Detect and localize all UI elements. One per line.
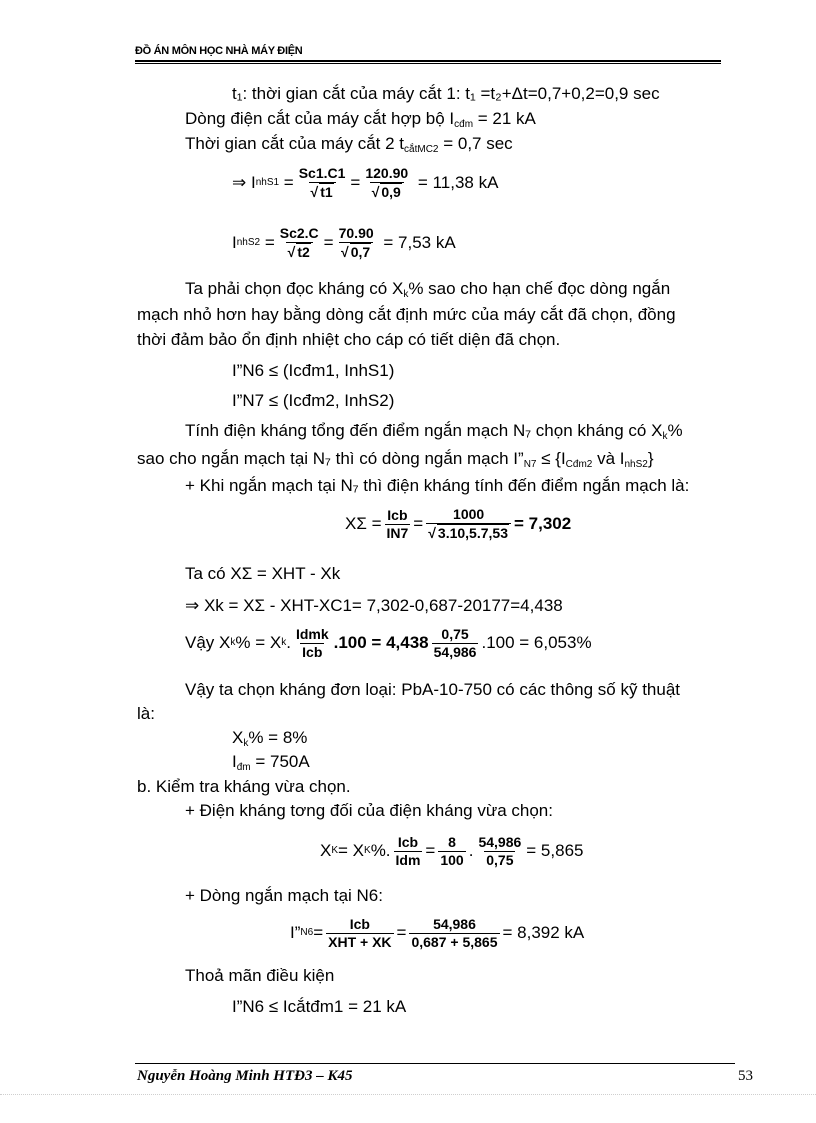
line-breaker-current bbox=[185, 109, 536, 129]
page-header: ĐỒ ÁN MÔN HỌC NHÀ MÁY ĐIỆN bbox=[135, 45, 303, 57]
page-bottom-divider bbox=[0, 1094, 816, 1095]
numerator: 0,75 bbox=[441, 625, 469, 642]
numerator: 54,986 bbox=[478, 833, 522, 850]
para-choose-reactor bbox=[185, 279, 670, 299]
numerator: 54,986 bbox=[433, 915, 476, 932]
line-xk: ⇒ Xk = XΣ - XHT-XC1= 7,302-0,687-20177=4,438 bbox=[185, 596, 563, 615]
denominator: 100 bbox=[440, 851, 464, 868]
denominator: 0,75 bbox=[486, 851, 514, 868]
equation-inhs2: I nhS2 = $\frac{Sc2.C}{√ t2}$ = $\frac{70.90}{√ 0,7}$ = 7,53 kA bbox=[232, 225, 456, 260]
spec-xk bbox=[232, 728, 307, 748]
equation-inhs1: ⇒ I nhS1 = $\frac{Sc1.C1}{√ t1}$ = $\frac{120.90}{√ 0,9}$ = 11,38 kA bbox=[232, 165, 499, 200]
denominator: √ 0,7 bbox=[339, 242, 373, 261]
numerator: 8 bbox=[448, 833, 456, 850]
fraction bbox=[326, 916, 393, 951]
denominator: √ 0,9 bbox=[370, 182, 404, 201]
text: Thời gian cắt của máy cắt 2 t bbox=[185, 134, 405, 153]
sub: k bbox=[403, 289, 409, 300]
radicand: t2 bbox=[297, 244, 310, 260]
numerator: Icb bbox=[397, 833, 419, 850]
sub: k bbox=[243, 738, 249, 749]
text: = 0,7 sec bbox=[438, 134, 513, 153]
equation-xk-percent: Vậy X k % = X k . $\frac{\text{Idmk}}{\text{Icb}}$ .100 = 4,438 $\frac{0,75}{54,986}$ .100 = 6,053% bbox=[185, 625, 592, 660]
header-rule-thin bbox=[135, 63, 721, 64]
middle: .100 = 4,438 bbox=[333, 633, 429, 652]
line-taco bbox=[185, 564, 340, 584]
result: .100 = 6,053% bbox=[481, 633, 592, 652]
lhs: ⇒ I bbox=[232, 173, 256, 192]
sub: cắtMC2 bbox=[404, 144, 439, 155]
para-short-n6: + Dòng ngắn mạch tại N6: bbox=[185, 886, 383, 905]
text: Ta phải chọn đọc kháng có X bbox=[185, 279, 404, 298]
denominator: 0,687 + 5,865 bbox=[411, 933, 498, 950]
fraction bbox=[426, 506, 511, 542]
para-relative-reactance: + Điện kháng tơng đối của điện kháng vừa chọn: bbox=[185, 801, 553, 820]
denominator: √ t1 bbox=[309, 182, 336, 201]
para-n7-condition: sao cho ngắn mạch tại N₇ thì có dòng ngắn mạch $I”_{N7} \le \{I_{Cđm2}$ và $I_{nhS2}$} bbox=[137, 449, 654, 470]
sub: cđm bbox=[454, 119, 474, 130]
result: = 7,53 kA bbox=[383, 233, 456, 252]
footer-author: Nguyễn Hoàng Minh HTĐ3 – K45 bbox=[137, 1068, 353, 1084]
denominator: √ 3.10,5.7,53 bbox=[426, 523, 511, 542]
section-b-heading: b. Kiểm tra kháng vừa chọn. bbox=[137, 777, 351, 796]
result: = 11,38 kA bbox=[417, 173, 499, 192]
page-number: 53 bbox=[738, 1068, 753, 1084]
line-t1: t₁: thời gian cắt của máy cắt 1: t₁ =t₂+Δt=0,7+0,2=0,9 sec bbox=[232, 84, 660, 103]
header-rule bbox=[135, 60, 721, 62]
fraction bbox=[337, 225, 376, 261]
text: Dòng điện cắt của máy cắt hợp bộ I bbox=[185, 109, 455, 128]
para-satisfy: Thoả mãn điều kiện bbox=[185, 966, 335, 985]
fraction bbox=[385, 507, 411, 542]
numerator: 1000 bbox=[453, 506, 485, 522]
text: X bbox=[232, 728, 244, 747]
lhs: I bbox=[232, 233, 237, 252]
fraction bbox=[438, 834, 465, 869]
fraction bbox=[363, 165, 410, 201]
numerator: Sc2.C bbox=[279, 225, 319, 241]
numerator: 120.90 bbox=[365, 165, 409, 181]
para-when-short: + Khi ngắn mạch tại N₇ thì điện kháng tính đến điểm ngắn mạch là: bbox=[185, 476, 690, 495]
footer-rule bbox=[135, 1063, 735, 1064]
para-choose-type: Vậy ta chọn kháng đơn loại: PbA-10-750 có các thông số kỹ thuật bbox=[185, 680, 681, 699]
para-la: là: bbox=[137, 704, 155, 723]
fraction bbox=[394, 834, 423, 869]
result: = 8,392 kA bbox=[502, 923, 585, 942]
fraction bbox=[297, 165, 348, 201]
fraction bbox=[432, 626, 479, 661]
condition-n6: I”N6 ≤ (Icđm1, InhS1) bbox=[232, 361, 395, 380]
denominator: √ t2 bbox=[286, 242, 313, 261]
sub: k bbox=[662, 431, 668, 442]
denominator: IN7 bbox=[386, 524, 409, 541]
text: % sao cho hạn chế đọc dòng ngắn bbox=[408, 279, 671, 298]
numerator: Icb bbox=[387, 506, 408, 523]
radicand: t1 bbox=[320, 184, 333, 200]
sub: N7 bbox=[523, 459, 537, 470]
numerator: Idmk bbox=[295, 625, 329, 642]
condition-n7: I”N7 ≤ (Icđm2, InhS2) bbox=[232, 391, 395, 410]
denominator: Idm bbox=[395, 851, 421, 868]
fraction bbox=[409, 916, 499, 951]
numerator: Sc1.C1 bbox=[298, 165, 346, 181]
text: sao cho ngắn mạch tại N₇ thì có dòng ngắn mạch I” bbox=[137, 449, 524, 468]
line-breaker-time bbox=[185, 134, 513, 154]
text: = 750A bbox=[250, 752, 310, 771]
text: Tính điện kháng tổng đến điểm ngắn mạch N₇ chọn kháng có X bbox=[185, 421, 663, 440]
para-line3: thời đảm bảo ổn định nhiệt cho cáp có tiết diện đã chọn. bbox=[137, 330, 561, 349]
numerator: Icb bbox=[349, 915, 370, 932]
fraction bbox=[294, 626, 331, 661]
denominator: XHT + XK bbox=[328, 933, 392, 950]
denominator: Icb bbox=[302, 643, 323, 660]
text: Vậy X bbox=[185, 633, 231, 652]
fraction bbox=[476, 834, 523, 869]
radicand: 0,7 bbox=[350, 244, 371, 260]
sub: đm bbox=[236, 762, 251, 773]
equation-in6: I” N6 = $\frac{\text{Icb}}{\text{XHT + XK}}$ = $\frac{54,986}{0,687 + 5,865}$ = 8,392 kA bbox=[290, 915, 585, 950]
text: = 21 kA bbox=[473, 109, 536, 128]
final-condition: I”N6 ≤ Icắtđm1 = 21 kA bbox=[232, 997, 407, 1016]
equation-xk-check: X K = X K %. $\frac{\text{Icb}}{\text{Idm}}$ = $\frac{8}{100}$ . $\frac{54,986}{0,75}$ = 5,865 bbox=[320, 833, 584, 868]
sub: Cđm2 bbox=[565, 459, 593, 470]
para-total-reactance: Tính điện kháng tổng đến điểm ngắn mạch N₇ chọn kháng có $X_k\%$ bbox=[185, 421, 683, 442]
equation-xsum: XΣ = $\frac{\text{Icb}}{IN7}$ = $\frac{1000}{√ 3.10,5.7,53}$ = 7,302 bbox=[345, 506, 572, 541]
text: Σ = XHT - Xk bbox=[241, 564, 341, 583]
text: Ta có X bbox=[185, 564, 242, 583]
sub: nhS2 bbox=[624, 459, 648, 470]
text: I bbox=[232, 752, 237, 771]
result: = 5,865 bbox=[526, 841, 584, 860]
fraction bbox=[278, 225, 321, 261]
result: = 7,302 bbox=[513, 514, 572, 533]
radicand: 3.10,5.7,53 bbox=[437, 525, 508, 541]
para-line2: mạch nhỏ hơn hay bằng dòng cắt định mức của máy cắt đã chọn, đồng bbox=[137, 305, 676, 324]
numerator: 70.90 bbox=[338, 225, 374, 241]
spec-idm bbox=[232, 752, 310, 772]
text: % = 8% bbox=[248, 728, 308, 747]
denominator: 54,986 bbox=[433, 643, 477, 660]
radicand: 0,9 bbox=[381, 184, 401, 200]
